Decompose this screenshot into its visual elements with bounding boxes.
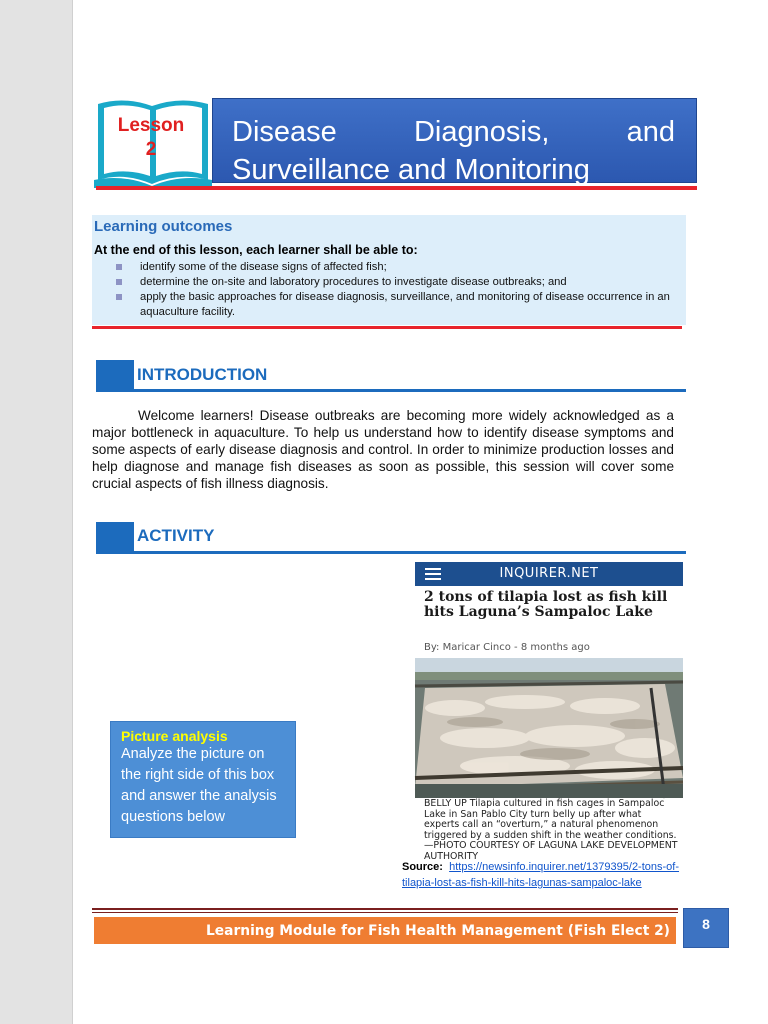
lesson-word: Lesson	[117, 115, 185, 136]
news-header-bar	[415, 562, 683, 586]
square-bullet-icon	[116, 264, 122, 270]
source-link[interactable]: https://newsinfo.inquirer.net/1379395/2-tons-of-tilapia-lost-as-fish-kill-hits-lagunas-sampaloc-lake	[402, 861, 680, 889]
lesson-number: 2	[145, 139, 157, 160]
footer-divider	[92, 908, 678, 916]
learning-outcomes-list	[116, 260, 676, 320]
outcome-item	[116, 275, 676, 290]
page-number: 8	[683, 908, 729, 948]
news-article-image	[415, 562, 683, 862]
picture-analysis-text: Analyze the picture on the right side of this box and answer the analysis questions below	[121, 746, 277, 825]
section-marker	[96, 360, 134, 390]
introduction-paragraph: Welcome learners! Disease outbreaks are becoming more widely acknowledged as a major bottleneck in aquaculture. To help us understand how to identify disease symptoms and some aspects of early disease diagnosis and control. In order to minimize production losses and help diagnose and manage fish diseases as soon as possible, this session will cover some crucial aspects of fish illness diagnosis.	[92, 408, 674, 491]
lesson-label	[112, 114, 190, 162]
fish-kill-photo	[415, 658, 683, 798]
outcomes-underline	[92, 326, 682, 329]
title-underline	[96, 186, 697, 190]
page-margin-sidebar	[0, 0, 73, 1024]
outcome-item	[116, 290, 676, 320]
outcome-item	[116, 260, 676, 275]
section-marker	[96, 522, 134, 552]
picture-analysis-box	[110, 721, 296, 838]
news-caption: BELLY UP Tilapia cultured in fish cages in Sampaloc Lake in San Pablo City turn belly up after what experts call an “overturn,” a natural phenomenon triggered by a sudden shift in the weather conditions. —PHOTO COURTESY OF LAGUNA LAKE DEVELOPMENT AUTHORITY	[424, 798, 678, 862]
section-underline	[96, 389, 686, 392]
news-headline: 2 tons of tilapia lost as fish kill hits Laguna’s Sampaloc Lake	[424, 589, 668, 620]
news-byline: By: Maricar Cinco - 8 months ago	[424, 642, 590, 653]
learning-outcomes-heading: Learning outcomes	[94, 218, 233, 235]
outcome-text: determine the on-site and laboratory procedures to investigate disease outbreaks; and	[140, 276, 567, 288]
source-label: Source:	[402, 861, 443, 873]
lesson-title-line1: Disease Diagnosis, and	[232, 116, 675, 148]
square-bullet-icon	[116, 294, 122, 300]
square-bullet-icon	[116, 279, 122, 285]
section-underline	[96, 551, 686, 554]
footer-module-title: Learning Module for Fish Health Management (Fish Elect 2)	[205, 923, 670, 939]
outcome-text: identify some of the disease signs of affected fish;	[140, 261, 387, 273]
lesson-title-line2: Surveillance and Monitoring	[232, 154, 590, 186]
source-citation	[402, 859, 682, 891]
outcome-text: apply the basic approaches for disease diagnosis, surveillance, and monitoring of disease occurrence in an aquaculture facility.	[140, 291, 670, 318]
activity-heading: ACTIVITY	[137, 526, 215, 545]
picture-analysis-title: Picture analysis	[121, 728, 228, 744]
news-brand: INQUIRER.NET	[499, 566, 599, 581]
introduction-heading: INTRODUCTION	[137, 365, 268, 384]
learning-outcomes-intro: At the end of this lesson, each learner shall be able to:	[94, 243, 418, 257]
